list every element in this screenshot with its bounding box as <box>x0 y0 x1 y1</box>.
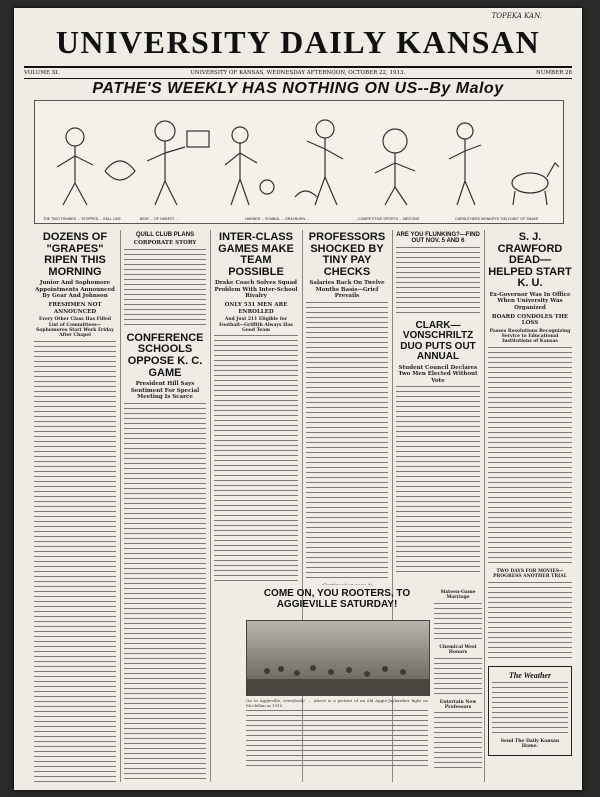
number-label: NUMBER 28 <box>535 70 572 76</box>
photo-caption-block <box>246 698 428 770</box>
headline-professors: PROFESSORS SHOCKED BY TINY PAY CHECKS <box>308 231 386 278</box>
body-text <box>34 341 116 782</box>
dateline-bar <box>24 66 572 79</box>
body-text <box>434 712 482 772</box>
cartoon-caption-5: CARRUTHERS MONKEYS "DELIVING" OF SNAKE <box>455 217 539 221</box>
column-4 <box>306 230 388 585</box>
headline-conference-schools: CONFERENCE SCHOOLS OPPOSE K. C. GAME <box>126 331 204 379</box>
subhead-appointments: Junior And Sophomore Appointments Announced By Gear And Johnson <box>35 280 115 300</box>
photo-crowd <box>247 621 429 695</box>
cartoon-banner: PATHE'S WEEKLY HAS NOTHING ON US--By Maloy <box>92 80 504 97</box>
subhead-committees: Every Other Class Has Filled List of Committees—Sophomores Start Work Friday After Chapel <box>36 317 114 339</box>
body-text <box>434 603 482 643</box>
headline-clark-duo: CLARK—VONSCHRILTZ DUO PUTS OUT ANNUAL <box>400 319 476 363</box>
newspaper-page <box>14 8 582 790</box>
subhead-board: BOARD CONDOLES THE LOSS <box>491 313 569 327</box>
section-professors: Entertain New Professors <box>439 699 477 710</box>
body-text <box>246 710 428 770</box>
continued-note <box>306 584 388 585</box>
section-chemical: Chemical West Honors <box>439 644 477 656</box>
subhead-president-hill: President Hill Says Sentiment For Special Meeting Is Scarce <box>130 381 200 401</box>
headline-quill-club: QUILL CLUB PLANS <box>135 232 195 238</box>
cartoon-caption-1: THE TWO TRAINED ... STOPPED ... BULL LIKE <box>43 217 121 221</box>
body-text <box>488 582 572 662</box>
column-1 <box>34 230 116 782</box>
topeka-stamp: TOPEKA KAN. <box>491 12 542 20</box>
headline-crawford: S. J. CRAWFORD DEAD—HELPED START K. U. <box>488 231 572 290</box>
cartoon-caption-4: ...COMPETITIVE SPORTS ... MEETING <box>355 217 420 221</box>
subhead-council: Student Council Declares Two Men Elected Without Vote <box>398 364 478 384</box>
subhead-ex-governor: Ex-Governor Was In Office When University Was Organized <box>489 291 571 311</box>
cartoon-caption-2: BEAT ... OF HAREST ... <box>140 217 179 221</box>
photo-caption: On to Aggieville, everybody! ... Above is a picture of an old Aggie-Jayhawker fight on Mcclellan in 1910. <box>246 698 428 708</box>
headline-rooters: COME ON, YOU ROOTERS, TO AGGIEVILLE SATURDAY! <box>263 588 411 610</box>
body-text <box>124 403 206 782</box>
subhead-salaries: Salaries Back On Twelve Months Basis—Grief Prevails <box>309 280 385 300</box>
cartoon-strip <box>34 100 564 224</box>
headline-grapes: DOZENS OF "GRAPES" RIPEN THIS MORNING <box>42 231 108 278</box>
subhead-eligible: And Just 211 Eligible for Football—Griffith Always Has Good Team <box>219 317 293 333</box>
body-text <box>492 682 568 737</box>
column-5 <box>396 230 480 585</box>
subhead-freshmen: FRESHMEN NOT ANNOUNCED <box>48 301 102 315</box>
column-3 <box>214 230 298 585</box>
body-text <box>434 658 482 698</box>
photo-football-crowd <box>246 620 430 696</box>
column-rule <box>120 230 121 782</box>
column-5-lower <box>434 588 482 778</box>
subhead-corporate-story: CORPORATE STORY <box>133 240 197 247</box>
subhead-resolutions: Passes Resolutions Recognizing Service to Educational Institutions of Kansas <box>489 328 571 345</box>
column-rule <box>484 230 485 782</box>
volume-label: VOLUME XI. <box>24 70 60 76</box>
column-2 <box>124 230 206 782</box>
column-rule <box>210 230 211 782</box>
weather-box <box>488 666 572 756</box>
body-text <box>124 249 206 329</box>
subhead-drake-coach: Drake Coach Solves Squad Problem With Inter-School Rivalry <box>214 280 298 300</box>
date-line: UNIVERSITY OF KANSAS, WEDNESDAY AFTERNOON, OCTOBER 22, 1913. <box>190 70 406 76</box>
body-text <box>214 335 298 585</box>
cartoon-drawing <box>35 101 563 223</box>
body-text <box>306 302 388 582</box>
weather-footer: Send The Daily Kansan Home. <box>500 739 560 750</box>
body-text <box>396 247 480 317</box>
column-6 <box>488 230 572 782</box>
headline-flunking: ARE YOU FLUNKING?—FIND OUT NOV. 5 AND 6 <box>396 232 480 245</box>
subhead-enrolled: ONLY 531 MEN ARE ENROLLED <box>224 301 288 315</box>
headline-inter-class: INTER-CLASS GAMES MAKE TEAM POSSIBLE <box>218 231 294 278</box>
weather-heading: The Weather <box>508 670 552 680</box>
body-text <box>488 347 572 567</box>
section-marriage: Sixteen-Game Marriage <box>440 590 476 601</box>
masthead-title: UNIVERSITY DAILY KANSAN <box>55 24 541 60</box>
headline-movies: TWO DAYS FOR MOVIES—PROGRESS ANOTHER TRIAL <box>493 568 567 580</box>
body-text <box>396 386 480 576</box>
cartoon-caption-3: HARNER ... SYMBOL ... GRAYBURN ... <box>245 217 310 221</box>
